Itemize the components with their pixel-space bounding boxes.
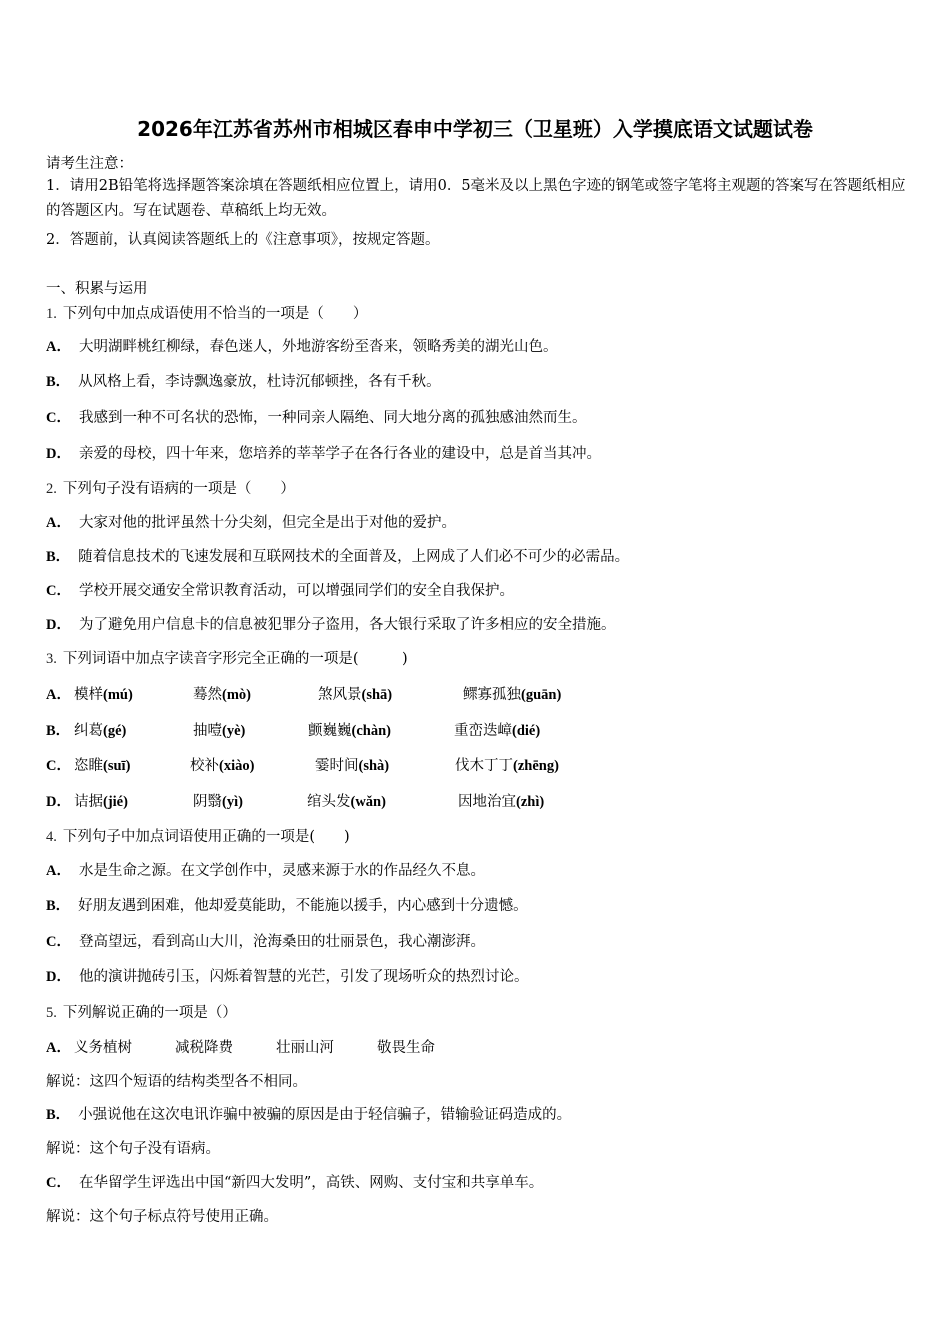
phrase-item: 壮丽山河 (276, 1040, 334, 1056)
word-item: 重峦迭嶂(dié) (454, 723, 541, 739)
option-text: 在华留学生评选出中国“新四大发明”，高铁、网购、支付宝和共享单车。 (78, 1175, 544, 1191)
option-text: 小强说他在这次电讯诈骗中被骗的原因是由于轻信骗子，错输验证码造成的。 (78, 1107, 572, 1123)
question-3-stem (46, 647, 408, 668)
word-item: 模样(mú) (74, 687, 133, 703)
word-item: 因地治宜(zhì) (458, 794, 545, 810)
option-label: D． (46, 969, 71, 985)
option-label: C． (46, 410, 71, 426)
option-text: 水是生命之源。在文学创作中，灵感来源于水的作品经久不息。 (78, 863, 485, 879)
option-text: 大明湖畔桃红柳绿，春色迷人，外地游客纷至沓来，领略秀美的湖光山色。 (78, 339, 558, 355)
word-item: 恣睢(suī) (74, 758, 131, 774)
question-4-stem (46, 825, 350, 846)
q1-option-a[interactable] (46, 335, 557, 356)
option-label: D． (46, 794, 71, 810)
page-title: 2026年江苏省苏州市相城区春申中学初三（卫星班）入学摸底语文试题试卷 (137, 117, 813, 141)
q5-option-b[interactable] (46, 1103, 571, 1124)
word-item: 诘据(jié) (74, 794, 128, 810)
q4-option-a[interactable] (46, 859, 485, 880)
q5-explanation-b: 解说：这个句子没有语病。 (46, 1141, 220, 1157)
q5-explanation-a: 解说：这四个短语的结构类型各不相同。 (46, 1074, 307, 1090)
option-label: A． (46, 339, 71, 355)
option-text: 我感到一种不可名状的恐怖，一种同亲人隔绝、同大地分离的孤独感油然而生。 (78, 410, 587, 426)
option-label: B． (46, 898, 71, 914)
word-item: 绾头发(wǎn) (307, 794, 386, 810)
q2-option-b[interactable] (46, 545, 629, 566)
q1-option-d[interactable] (46, 442, 601, 463)
option-label: B． (46, 723, 71, 739)
notice-item-2: 2．答题前，认真阅读答题纸上的《注意事项》，按规定答题。 (46, 232, 440, 248)
question-text: 下列句中加点成语使用不恰当的一项是（ ） (62, 306, 368, 322)
question-text: 下列句子没有语病的一项是（ ） (62, 481, 295, 497)
q2-option-c[interactable] (46, 579, 514, 600)
option-text: 好朋友遇到困难，他却爱莫能助，不能施以援手，内心感到十分遗憾。 (78, 898, 528, 914)
notice-heading: 请考生注意： (46, 156, 133, 172)
option-label: C． (46, 1175, 71, 1191)
option-text: 他的演讲抛砖引玉，闪烁着智慧的光芒，引发了现场听众的热烈讨论。 (78, 969, 529, 985)
word-item: 煞风景(shā) (318, 687, 393, 703)
word-item: 颤巍巍(chàn) (308, 723, 391, 739)
word-item: 校补(xiào) (190, 758, 255, 774)
option-label: D． (46, 617, 71, 633)
word-item: 蓦然(mò) (193, 687, 251, 703)
option-label: A． (46, 515, 71, 531)
question-number: 3. (46, 651, 57, 667)
option-text: 亲爱的母校，四十年来，您培养的莘莘学子在各行各业的建设中，总是首当其冲。 (78, 446, 601, 462)
question-number: 2. (46, 481, 57, 497)
q5-explanation-c: 解说：这个句子标点符号使用正确。 (46, 1209, 278, 1225)
question-5-stem (46, 1001, 237, 1022)
option-label: B． (46, 374, 71, 390)
option-label: D． (46, 446, 71, 462)
option-text: 为了避免用户信息卡的信息被犯罪分子盗用，各大银行采取了许多相应的安全措施。 (78, 617, 616, 633)
question-1-stem (46, 302, 367, 323)
option-label: C． (46, 583, 71, 599)
option-text: 随着信息技术的飞速发展和互联网技术的全面普及，上网成了人们必不可少的必需品。 (78, 549, 630, 565)
word-item: 抽噎(yè) (193, 723, 246, 739)
word-item: 纠葛(gé) (74, 723, 127, 739)
option-label: A． (46, 863, 71, 879)
phrase-item: 减税降费 (175, 1040, 233, 1056)
phrase-item: 义务植树 (74, 1040, 132, 1056)
word-item: 阴翳(yì) (193, 794, 243, 810)
option-label: C． (46, 934, 71, 950)
option-label: A． (46, 1040, 71, 1056)
question-text: 下列词语中加点字读音字形完全正确的一项是( ) (62, 651, 408, 667)
q1-option-b[interactable] (46, 370, 441, 391)
phrase-item: 敬畏生命 (377, 1040, 435, 1056)
q5-option-c[interactable] (46, 1171, 543, 1192)
word-item: 霎时间(shà) (315, 758, 390, 774)
option-text: 从风格上看，李诗飘逸豪放，杜诗沉郁顿挫，各有千秋。 (78, 374, 441, 390)
q4-option-d[interactable] (46, 965, 528, 986)
option-label: C． (46, 758, 71, 774)
question-text: 下列解说正确的一项是（） (62, 1005, 237, 1021)
option-label: A． (46, 687, 71, 703)
notice-item-1: 1．请用2B铅笔将选择题答案涂填在答题纸相应位置上，请用0．5毫米及以上黑色字迹的钢笔或签字笔将主观题的答案写在答题纸相应的答题区内。写在试题卷、草稿纸上均无效。 (46, 178, 906, 219)
option-text: 学校开展交通安全常识教育活动，可以增强同学们的安全自我保护。 (78, 583, 514, 599)
question-2-stem (46, 477, 295, 498)
q2-option-a[interactable] (46, 511, 456, 532)
question-number: 5. (46, 1005, 57, 1021)
word-item: 伐木丁丁(zhēng) (455, 758, 559, 774)
q2-option-d[interactable] (46, 613, 615, 634)
option-text: 大家对他的批评虽然十分尖刻，但完全是出于对他的爱护。 (78, 515, 456, 531)
section-heading: 一、积累与运用 (46, 281, 148, 297)
q4-option-c[interactable] (46, 930, 485, 951)
option-label: B． (46, 1107, 71, 1123)
option-label: B． (46, 549, 71, 565)
q1-option-c[interactable] (46, 406, 586, 427)
question-number: 1. (46, 306, 57, 322)
word-item: 鳏寡孤独(guān) (463, 687, 562, 703)
q4-option-b[interactable] (46, 894, 528, 915)
question-number: 4. (46, 829, 57, 845)
option-text: 登高望远，看到高山大川，沧海桑田的壮丽景色，我心潮澎湃。 (78, 934, 485, 950)
question-text: 下列句子中加点词语使用正确的一项是( ) (62, 829, 350, 845)
